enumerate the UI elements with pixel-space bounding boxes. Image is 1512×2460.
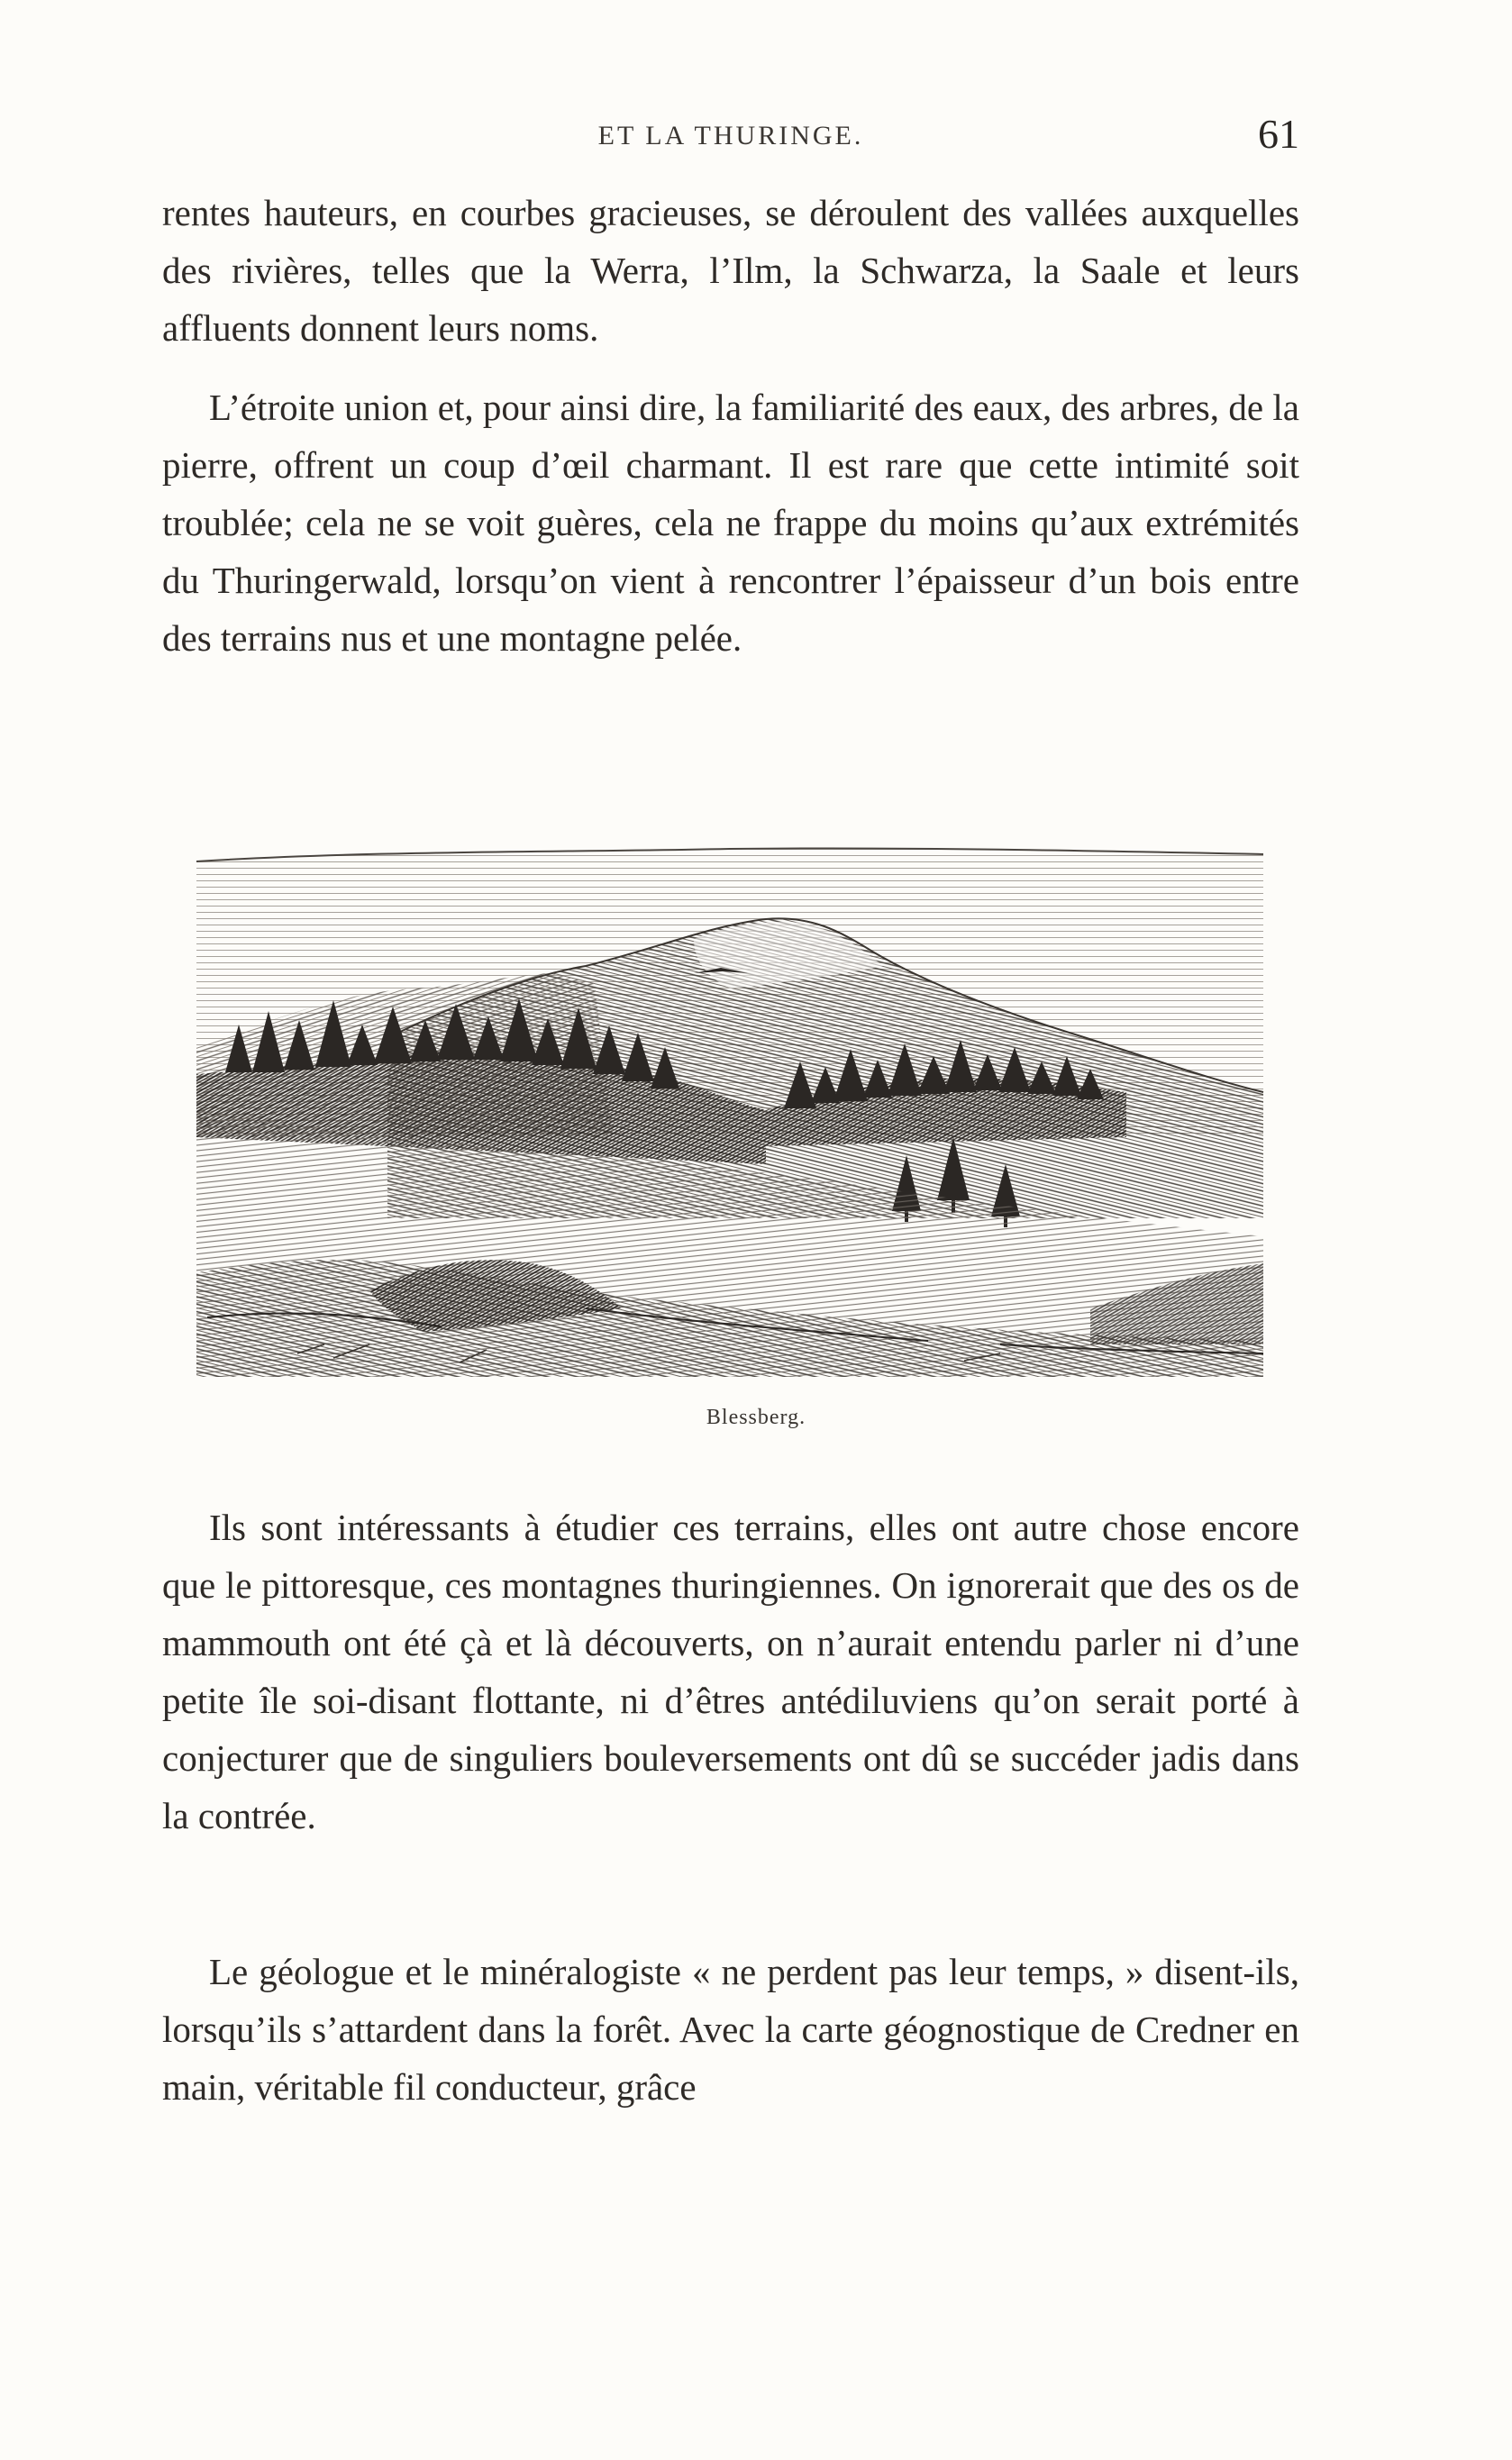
running-title: ET LA THURINGE.: [597, 121, 864, 150]
mountain-landscape-illustration: [189, 840, 1271, 1377]
paragraph-text: Le géologue et le minéralogiste « ne perdent pas leur temps, » disent-ils, lorsqu’ils s’attardent dans la forêt. Avec la carte géognostique de Credner en main, véritable fil conducteur, grâce: [162, 1951, 1299, 2108]
paragraph-1: [162, 184, 1299, 357]
figure-caption: Blessberg.: [706, 1406, 806, 1429]
paragraph-text: Ils sont intéressants à étudier ces terrains, elles ont autre chose encore que le pittoresque, ces montagnes thuringiennes. On ignorerait que des os de mammouth ont été çà et là découverts, on n’aurait entendu parler ni d’une petite île soi-disant flottante, ni d’êtres antédiluviens qu’on serait porté à conjecturer que de singuliers bouleversements ont dû se succéder jadis dans la contrée.: [162, 1507, 1299, 1836]
page-number: 61: [1258, 111, 1299, 157]
running-head: [162, 106, 1299, 160]
paragraph-2: [162, 378, 1299, 667]
paragraph-3: [162, 1499, 1299, 1845]
paragraph-text: L’étroite union et, pour ainsi dire, la familiarité des eaux, des arbres, de la pierre, offrent un coup d’œil charmant. Il est rare que cette intimité soit troublée; cela ne se voit guères, cela ne frappe du moins qu’aux extrémités du Thuringerwald, lorsqu’on vient à rencontrer l’épaisseur d’un bois entre des terrains nus et une montagne pelée.: [162, 387, 1299, 659]
engraving-blessberg: [189, 840, 1271, 1377]
paragraph-4: [162, 1943, 1299, 2116]
paragraph-text: rentes hauteurs, en courbes gracieuses, se déroulent des vallées auxquelles des rivières, telles que la Werra, l’Ilm, la Schwarza, la Saale et leurs affluents donnent leurs noms.: [162, 192, 1299, 349]
